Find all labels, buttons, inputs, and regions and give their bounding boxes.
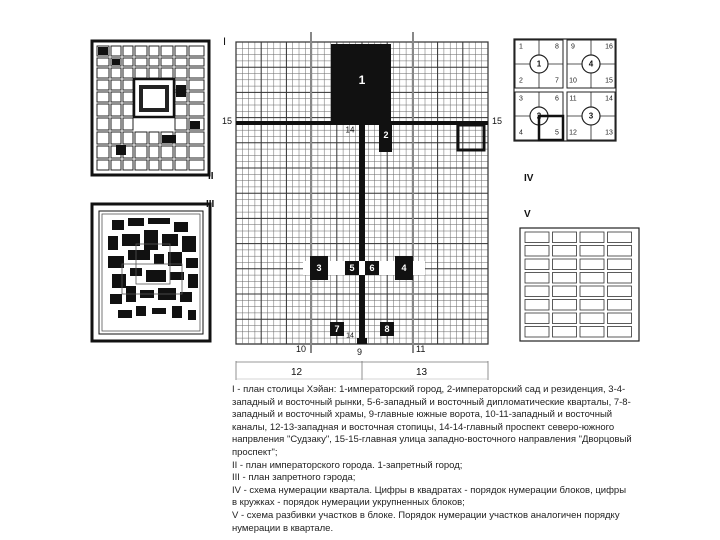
plot-cell [525,273,549,284]
label-west-market: 3 [316,263,322,273]
label-east-diplomatic: 6 [369,263,375,273]
label-plan-IV: IV [524,173,534,184]
label-imperial-city: 1 [358,73,366,87]
plot-cell [608,246,632,257]
plot-cell [553,273,577,284]
plot-cell [553,313,577,324]
plot-cell [553,259,577,270]
caption-line-IV: IV - схема нумерации квартала. Цифры в квадратах - порядок нумерации блоков, цифры в кружках - порядок нумерации укрупненных блоков; [232,484,627,509]
label-10: 10 [296,344,307,354]
plot-cell [553,286,577,297]
caption-line-II: II - план императорского города. 1-запретный город; [232,459,463,471]
plot-cell [580,300,604,311]
block-num: 4 [519,129,523,137]
plot-cell [580,327,604,338]
block-num: 5 [555,129,559,137]
plot-cell [525,313,549,324]
plot-cell [580,232,604,243]
caption-legend [232,384,632,535]
plot-cell [608,232,632,243]
caption-line-III: III - план запретного гэрода; [232,472,356,484]
plot-cell [525,327,549,338]
block-num: 13 [605,129,613,137]
block-num: 1 [519,43,523,51]
plot-cell [608,259,632,270]
label-13: 13 [416,367,428,378]
enlarged-block-num: 1 [536,59,542,69]
label-plan-III: III [206,199,215,210]
label-plan-II: II [208,171,214,182]
plot-cell [580,313,604,324]
block-num: 14 [605,95,613,103]
block-num: 11 [569,95,577,103]
plot-cell [553,232,577,243]
south-gate [357,338,367,344]
plot-cell [580,273,604,284]
caption-line-I: I - план столицы Хэйан: 1-императорский город, 2-императорский сад и резиденция, 3-4-западный и восточный рынки, 5-6-западный и восточный дипломатические кварталы, 7-8-западный и восточный храмы, 9-главные южные ворота, 10-11-западный и восточный каналы, 12-13-западная и восточная стопицы, 14-14-главный проспект северо-южного напрвления "Судзаку", 15-15-главная улица западно-восточного направления "Дворцовый проспект"; [232,384,632,458]
label-11: 11 [416,344,426,354]
plot-cell [608,313,632,324]
block-num: 15 [605,77,613,85]
plot-cell [553,300,577,311]
label-west-diplomatic: 5 [349,263,355,273]
label-garden: 2 [383,130,389,140]
plot-cell [525,259,549,270]
label-14-avenue: 14 [345,125,355,135]
block-num: 2 [519,77,523,85]
label-plan-I: I [223,36,227,48]
label-plan-V: V [524,209,531,220]
plot-cell [553,327,577,338]
label-15-left: 15 [222,116,233,126]
plot-cell [608,327,632,338]
block-num: 6 [555,95,559,103]
enlarged-block-num: 2 [536,111,542,121]
block-num: 10 [569,77,577,85]
label-12: 12 [291,367,303,378]
label-14-avenue-south: 14 [346,332,354,340]
plot-cell [525,300,549,311]
block-num: 7 [555,77,559,85]
block-num: 9 [571,43,575,51]
plot-cell [608,273,632,284]
plot-cell [580,286,604,297]
suzaku-avenue [359,121,365,343]
label-west-temple: 7 [334,324,340,334]
plot-cell [525,232,549,243]
plot-cell [553,246,577,257]
plot-cell [608,300,632,311]
plot-cell [525,246,549,257]
enlarged-block-num: 3 [588,111,594,121]
block-num: 12 [569,129,577,137]
block-num: 3 [519,95,523,103]
plot-cell [580,259,604,270]
block-num: 16 [605,43,613,51]
label-east-temple: 8 [384,324,390,334]
label-15-right: 15 [492,116,503,126]
label-east-market: 4 [401,263,407,273]
plot-cell [525,286,549,297]
block-num: 8 [555,43,559,51]
label-9: 9 [357,347,363,357]
caption-line-V: V - схема разбивки участков в блоке. Порядок нумерации участков аналогичен порядку нумерации в квартале. [232,509,620,534]
plot-cell [608,286,632,297]
enlarged-block-num: 4 [588,59,594,69]
plot-cell [580,246,604,257]
block-outline [520,228,639,341]
